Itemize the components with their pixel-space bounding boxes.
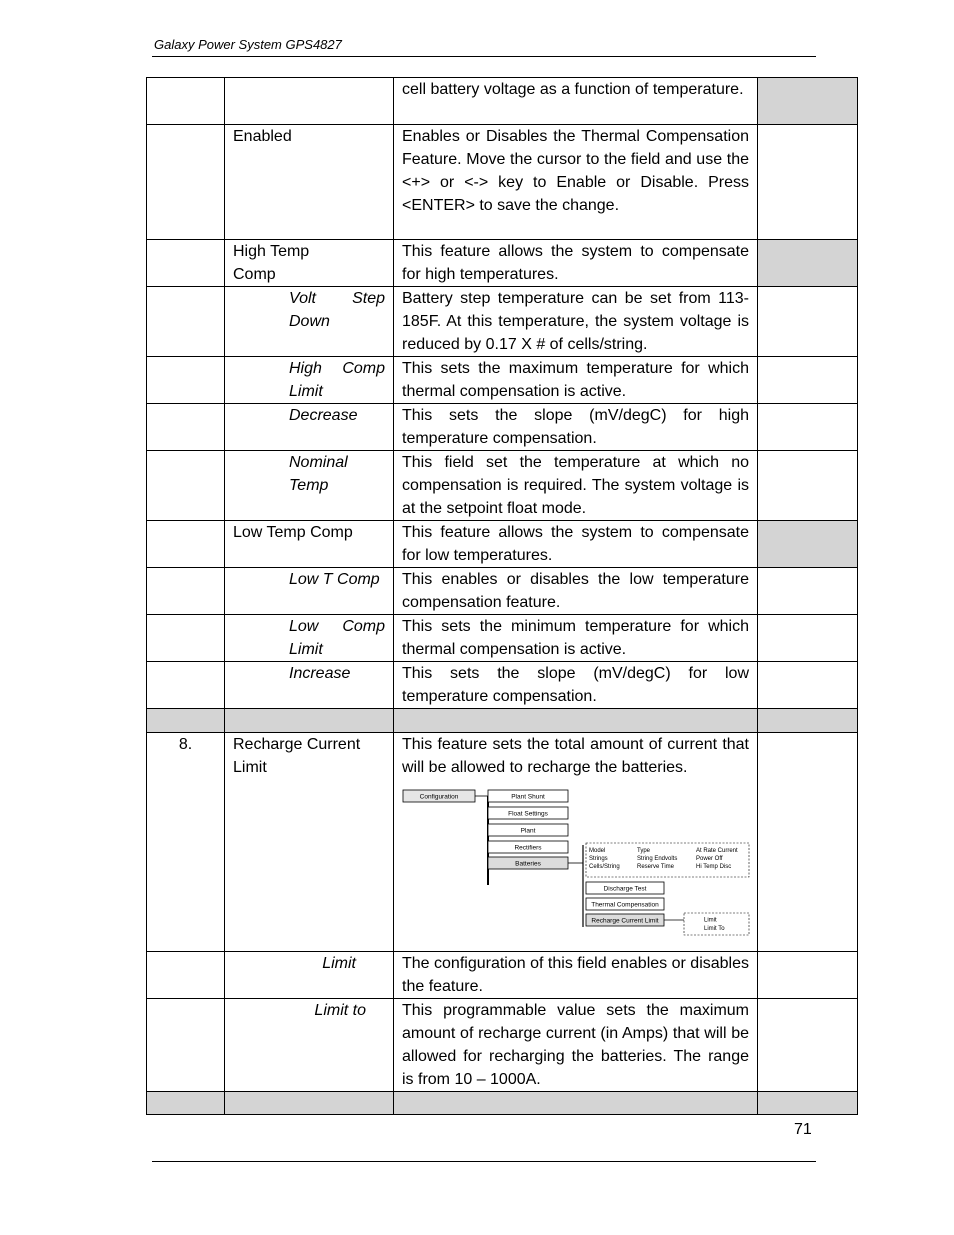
tree-node-configuration bbox=[403, 790, 475, 802]
table-row bbox=[147, 78, 858, 125]
setting-cell bbox=[225, 287, 394, 357]
svg-text:Configuration: Configuration bbox=[419, 793, 459, 801]
item-number: 8. bbox=[147, 733, 225, 952]
svg-text:Plant: Plant bbox=[520, 827, 536, 835]
setting-label: High Temp Comp bbox=[233, 243, 310, 283]
svg-text:Power Off: Power Off bbox=[696, 856, 723, 862]
description-cell: This sets the maximum temperature for which thermal compensation is active. bbox=[394, 357, 758, 404]
setting-cell bbox=[225, 662, 394, 709]
shaded-cell bbox=[225, 709, 394, 733]
num-cell bbox=[147, 568, 225, 615]
num-cell bbox=[147, 404, 225, 451]
svg-text:Model: Model bbox=[589, 848, 606, 854]
setting-cell bbox=[225, 357, 394, 404]
shaded-cell bbox=[394, 1092, 758, 1115]
svg-text:Hi Temp Disc: Hi Temp Disc bbox=[696, 864, 732, 870]
setting-cell: Low Temp Comp bbox=[225, 521, 394, 568]
empty-cell bbox=[758, 404, 858, 451]
table-row bbox=[147, 451, 858, 521]
shaded-cell bbox=[147, 1092, 225, 1115]
setting-label: Recharge Current Limit bbox=[233, 736, 361, 776]
shaded-cell bbox=[758, 78, 858, 125]
description-cell: Battery step temperature can be set from 113-185F. At this temperature, the system voltage is reduced by 0.17 X # of cells/string. bbox=[394, 287, 758, 357]
description-cell: This feature allows the system to compensate for high temperatures. bbox=[394, 240, 758, 287]
tree-node-thermal-compensation bbox=[586, 898, 664, 910]
description-text: This feature sets the total amount of current that will be allowed to recharge the batteries. bbox=[402, 736, 749, 776]
setting-cell bbox=[225, 615, 394, 662]
empty-cell bbox=[758, 357, 858, 404]
tree-node-recharge-current-limit bbox=[586, 914, 664, 926]
setting-cell bbox=[225, 733, 394, 952]
svg-text:Type: Type bbox=[637, 848, 651, 854]
description-cell: cell battery voltage as a function of temperature. bbox=[394, 78, 758, 125]
setting-cell bbox=[225, 404, 394, 451]
setting-cell bbox=[225, 240, 394, 287]
table-row bbox=[147, 125, 858, 240]
empty-cell bbox=[758, 451, 858, 521]
tree-node-plant-shunt bbox=[488, 790, 568, 802]
svg-text:Float Settings: Float Settings bbox=[508, 810, 548, 818]
svg-text:Limit To: Limit To bbox=[704, 926, 725, 932]
description-cell: This sets the minimum temperature for which thermal compensation is active. bbox=[394, 615, 758, 662]
svg-text:Thermal Compensation: Thermal Compensation bbox=[591, 901, 659, 909]
setting-cell bbox=[225, 451, 394, 521]
empty-cell bbox=[758, 287, 858, 357]
num-cell bbox=[147, 357, 225, 404]
table-separator-row bbox=[147, 1092, 858, 1115]
svg-text:Reserve Time: Reserve Time bbox=[637, 864, 675, 870]
empty-cell bbox=[758, 615, 858, 662]
table-row bbox=[147, 521, 858, 568]
tree-node-batteries bbox=[488, 857, 568, 869]
svg-text:Cells/String: Cells/String bbox=[589, 864, 620, 870]
shaded-cell bbox=[758, 240, 858, 287]
description-cell: The configuration of this field enables or disables the feature. bbox=[394, 952, 758, 999]
svg-text:Batteries: Batteries bbox=[515, 860, 541, 868]
table-row bbox=[147, 404, 858, 451]
num-cell bbox=[147, 78, 225, 125]
shaded-cell bbox=[394, 709, 758, 733]
empty-cell bbox=[758, 568, 858, 615]
sub-setting-label: Limit bbox=[322, 955, 356, 972]
shaded-cell bbox=[758, 709, 858, 733]
num-cell bbox=[147, 240, 225, 287]
num-cell bbox=[147, 521, 225, 568]
tree-node-discharge-test bbox=[586, 882, 664, 894]
battery-fields-box bbox=[586, 843, 749, 877]
empty-cell bbox=[758, 952, 858, 999]
shaded-cell bbox=[147, 709, 225, 733]
setting-cell: Enabled bbox=[225, 125, 394, 240]
setting-cell bbox=[225, 78, 394, 125]
svg-text:Limit: Limit bbox=[704, 917, 717, 924]
description-cell: This feature allows the system to compensate for low temperatures. bbox=[394, 521, 758, 568]
svg-text:Plant Shunt: Plant Shunt bbox=[511, 793, 545, 801]
svg-text:Rectifiers: Rectifiers bbox=[514, 844, 542, 852]
sub-setting-label: Low Comp Limit bbox=[289, 618, 385, 658]
sub-setting-label: Limit to bbox=[314, 1002, 366, 1019]
page-number: 71 bbox=[794, 1121, 812, 1138]
num-cell bbox=[147, 287, 225, 357]
description-cell: This enables or disables the low temperature compensation feature. bbox=[394, 568, 758, 615]
num-cell bbox=[147, 451, 225, 521]
num-cell bbox=[147, 615, 225, 662]
shaded-cell bbox=[758, 1092, 858, 1115]
description-cell: This field set the temperature at which no compensation is required. The system voltage is at the setpoint float mode. bbox=[394, 451, 758, 521]
num-cell bbox=[147, 952, 225, 999]
num-cell bbox=[147, 662, 225, 709]
footer-rule bbox=[152, 1161, 816, 1162]
sub-setting-label: Volt Step Down bbox=[289, 290, 385, 330]
header-rule bbox=[152, 56, 816, 57]
table-row bbox=[147, 733, 858, 952]
description-cell: This programmable value sets the maximum amount of recharge current (in Amps) that will be allowed for recharging the batteries. The range is from 10 – 1000A. bbox=[394, 999, 758, 1092]
svg-text:Strings: Strings bbox=[589, 856, 608, 862]
tree-node-plant bbox=[488, 824, 568, 836]
table-row bbox=[147, 357, 858, 404]
sub-setting-label: Low T Comp bbox=[289, 571, 380, 588]
empty-cell bbox=[758, 125, 858, 240]
table-row bbox=[147, 952, 858, 999]
setting-cell bbox=[225, 952, 394, 999]
svg-text:Discharge Test: Discharge Test bbox=[603, 885, 647, 893]
num-cell bbox=[147, 999, 225, 1092]
table-row bbox=[147, 568, 858, 615]
menu-tree-diagram bbox=[402, 787, 750, 939]
setting-cell bbox=[225, 568, 394, 615]
empty-cell bbox=[758, 999, 858, 1092]
description-cell: Enables or Disables the Thermal Compensation Feature. Move the cursor to the field and use the <+> or <-> key to Enable or Disable. Press <ENTER> to save the change. bbox=[394, 125, 758, 240]
description-cell: This sets the slope (mV/degC) for high temperature compensation. bbox=[394, 404, 758, 451]
tree-node-rectifiers bbox=[488, 841, 568, 853]
table-row bbox=[147, 240, 858, 287]
table-row bbox=[147, 615, 858, 662]
sub-setting-label: Decrease bbox=[289, 407, 358, 424]
empty-cell bbox=[758, 662, 858, 709]
settings-table bbox=[146, 77, 858, 1115]
svg-text:Recharge Current Limit: Recharge Current Limit bbox=[591, 917, 659, 925]
sub-setting-label: Increase bbox=[289, 665, 351, 682]
table-separator-row bbox=[147, 709, 858, 733]
description-cell: This sets the slope (mV/degC) for low temperature compensation. bbox=[394, 662, 758, 709]
svg-text:String Endvolts: String Endvolts bbox=[637, 856, 678, 862]
table-row bbox=[147, 287, 858, 357]
shaded-cell bbox=[758, 521, 858, 568]
tree-node-float-settings bbox=[488, 807, 568, 819]
limit-fields-box bbox=[684, 913, 749, 935]
table-row bbox=[147, 662, 858, 709]
sub-setting-label: High Comp Limit bbox=[289, 360, 385, 400]
num-cell bbox=[147, 125, 225, 240]
description-cell bbox=[394, 733, 758, 952]
sub-setting-label: Nominal Temp bbox=[289, 454, 348, 494]
running-header: Galaxy Power System GPS4827 bbox=[154, 37, 342, 52]
empty-cell bbox=[758, 733, 858, 952]
shaded-cell bbox=[225, 1092, 394, 1115]
setting-cell bbox=[225, 999, 394, 1092]
svg-text:At Rate Current: At Rate Current bbox=[696, 848, 738, 854]
table-row bbox=[147, 999, 858, 1092]
